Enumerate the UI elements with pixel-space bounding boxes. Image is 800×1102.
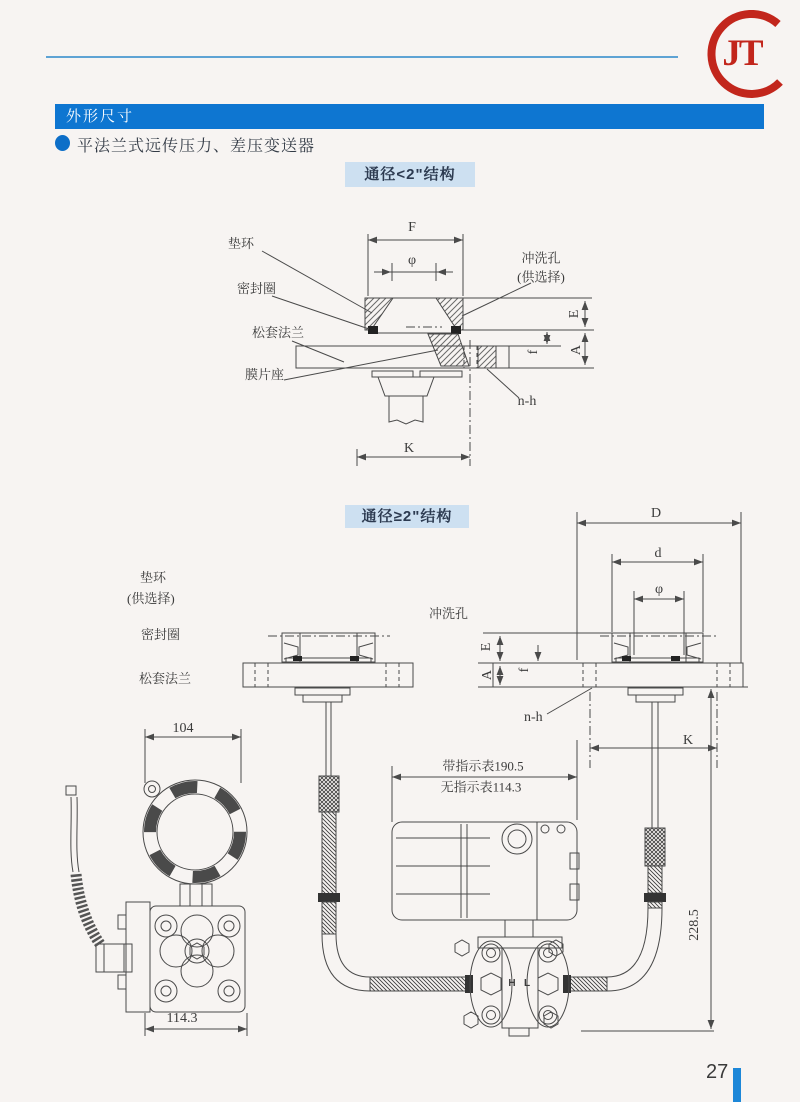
label-diaphragm-seat-1: 膜片座 [245,367,285,382]
dim-F: F [408,220,416,235]
logo-text: JT [722,33,762,74]
label-optional-1: (供选择) [517,269,565,285]
dim-phi-2: φ [654,582,664,597]
dim-K-1: K [403,441,415,456]
dim-E-2: E [479,642,494,652]
label-loose-flange-1: 松套法兰 [252,325,305,340]
tag-small-bore: 通径<2"结构 [345,162,475,187]
label-optional-2: (供选择) [127,591,175,606]
page-number: 27 [706,1061,729,1083]
dim-nh-2: n-h [524,710,543,725]
label-seal-ring-2: 密封圈 [141,627,181,642]
dim-114-3: 114.3 [166,1011,198,1026]
dim-d: d [654,546,662,561]
port-label-H: H [508,978,516,989]
dim-104: 104 [172,721,194,736]
page-title: 外形尺寸 [66,108,135,125]
label-seal-ring-1: 密封圈 [237,281,277,296]
dim-A-1: A [569,344,584,356]
tag-large-bore: 通径≥2"结构 [345,505,469,528]
dim-with-indicator: 带指示表190.5 [442,758,524,774]
dim-E-1: E [567,309,582,319]
dim-without-indicator: 无指示表114.3 [440,779,522,795]
label-flush-hole-2: 冲洗孔 [429,606,469,621]
dim-A-2: A [480,669,495,681]
dim-f-2: f [517,667,532,673]
label-loose-flange-2: 松套法兰 [139,671,192,686]
label-flush-hole-1: 冲洗孔 [521,250,561,266]
dim-phi-1: φ [407,253,417,268]
port-label-L: L [523,978,531,989]
dim-K-2: K [682,733,694,748]
label-spacer-ring-1: 垫环 [228,236,255,251]
page-number-bar [733,1068,741,1102]
product-name: 平法兰式远传压力、差压变送器 [77,138,316,155]
dim-f-1: f [526,349,541,355]
label-spacer-ring-2: 垫环 [140,570,167,585]
dim-nh-1: n-h [517,394,537,409]
dim-D: D [650,506,662,521]
dim-228-5: 228.5 [687,909,702,941]
